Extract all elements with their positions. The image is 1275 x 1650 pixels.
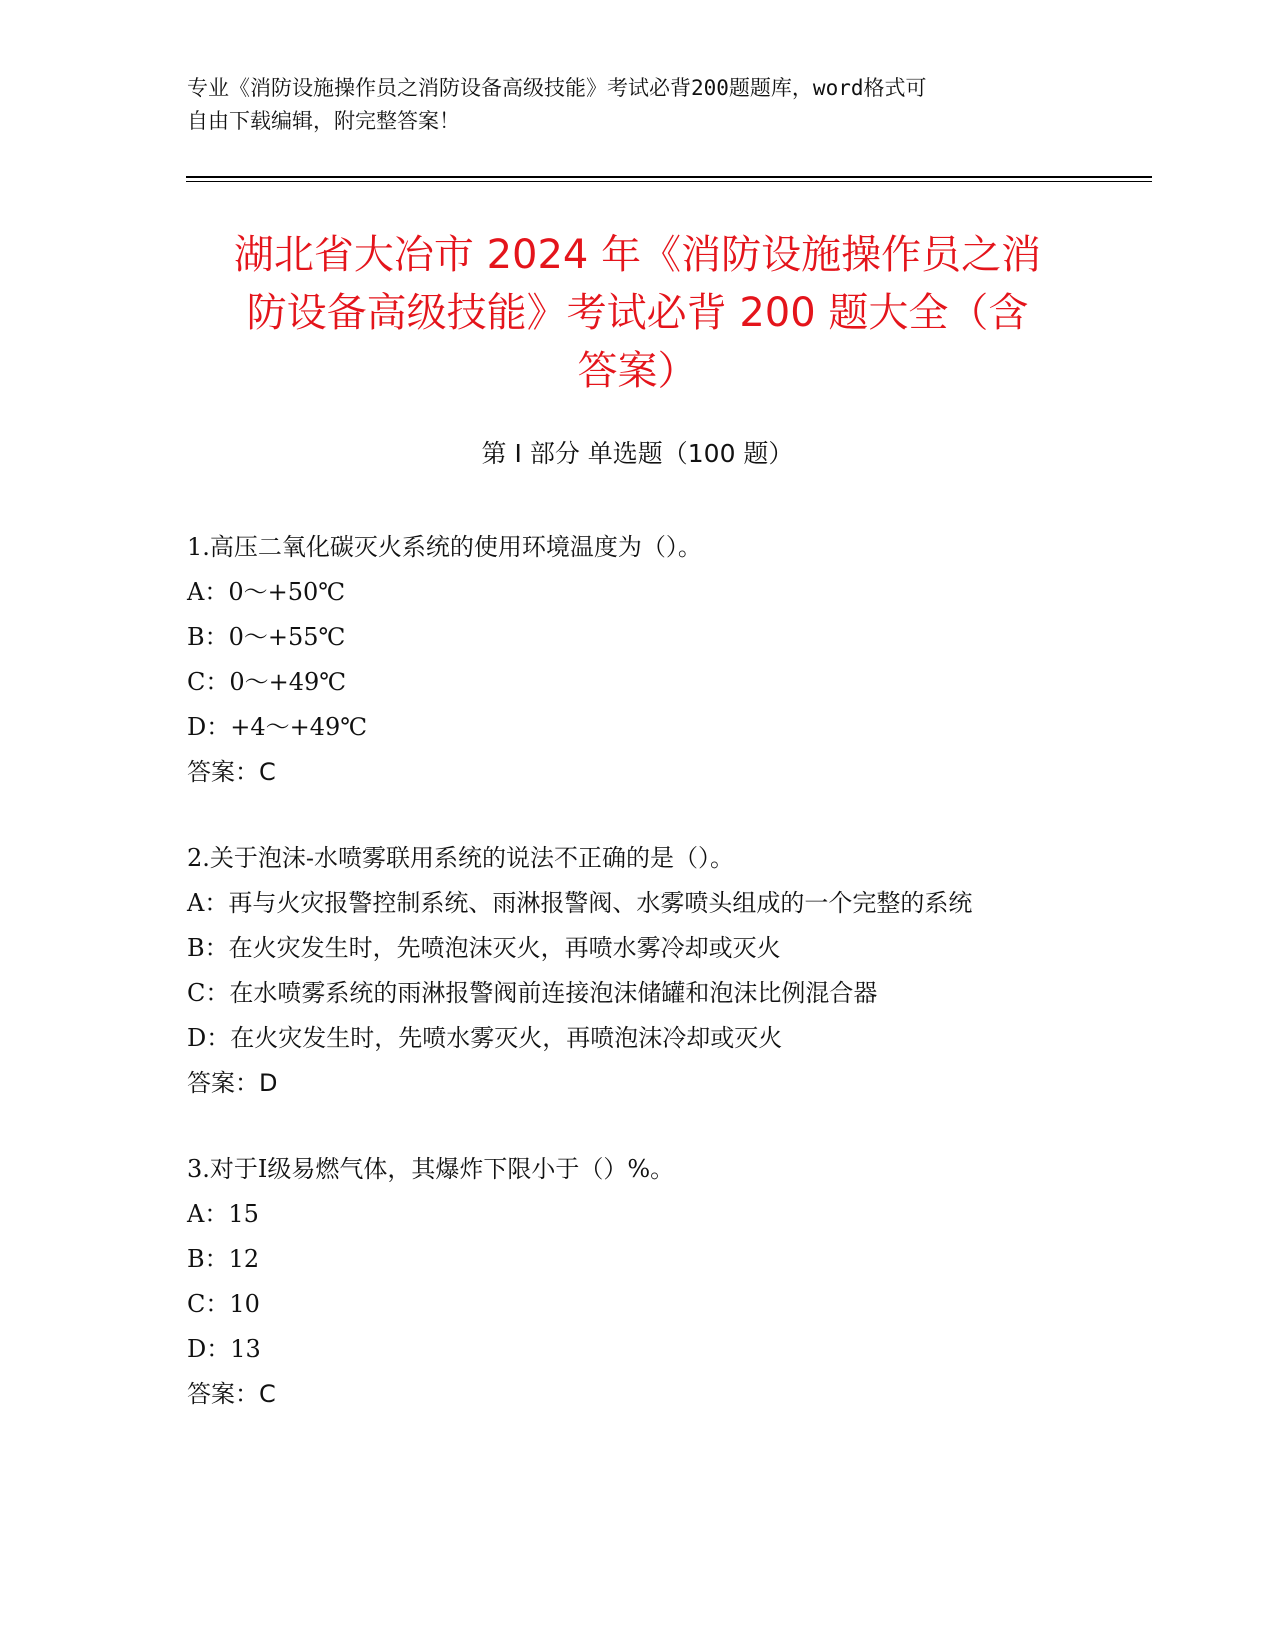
- title-line-3: 答案）: [577, 348, 698, 394]
- option-b: B：12: [187, 1245, 260, 1273]
- option-a: A：0～+50℃: [187, 578, 346, 606]
- header-divider-thin: [186, 181, 1152, 182]
- option-d: D：在火灾发生时，先喷水雾灭火，再喷泡沫冷却或灭火: [187, 1024, 783, 1052]
- option-d: D：13: [187, 1335, 261, 1363]
- answer-key: 答案：C: [187, 1380, 276, 1408]
- question-3: [187, 1147, 1087, 1417]
- answer-key: 答案：D: [187, 1069, 278, 1097]
- question-list: [187, 525, 1087, 1458]
- option-a: A：再与火灾报警控制系统、雨淋报警阀、水雾喷头组成的一个完整的系统: [187, 889, 973, 917]
- option-a: A：15: [187, 1200, 259, 1228]
- question-1: [187, 525, 1087, 795]
- document-title: [170, 226, 1105, 400]
- answer-key: 答案：C: [187, 758, 276, 786]
- document-intro: [187, 72, 1067, 138]
- option-c: C：10: [187, 1290, 260, 1318]
- question-stem: 2.关于泡沫-水喷雾联用系统的说法不正确的是（）。: [187, 844, 735, 872]
- question-2: [187, 836, 1087, 1106]
- section-heading: 第 I 部分 单选题（100 题）: [481, 439, 794, 468]
- question-stem: 1.高压二氧化碳灭火系统的使用环境温度为（）。: [187, 533, 702, 561]
- option-b: B：0～+55℃: [187, 623, 346, 651]
- intro-line-1: 专业《消防设施操作员之消防设备高级技能》考试必背200题题库，word格式可: [187, 76, 927, 100]
- question-stem: 3.对于Ⅰ级易燃气体，其爆炸下限小于（）%。: [187, 1155, 675, 1183]
- option-b: B：在火灾发生时，先喷泡沫灭火，再喷水雾冷却或灭火: [187, 934, 781, 962]
- title-line-1: 湖北省大冶市 2024 年《消防设施操作员之消: [233, 232, 1042, 278]
- intro-line-2: 自由下载编辑，附完整答案！: [187, 109, 460, 133]
- option-c: C：在水喷雾系统的雨淋报警阀前连接泡沫储罐和泡沫比例混合器: [187, 979, 878, 1007]
- header-divider-thick: [186, 176, 1152, 178]
- title-line-2: 防设备高级技能》考试必背 200 题大全（含: [246, 290, 1029, 336]
- option-d: D：+4～+49℃: [187, 713, 368, 741]
- option-c: C：0～+49℃: [187, 668, 347, 696]
